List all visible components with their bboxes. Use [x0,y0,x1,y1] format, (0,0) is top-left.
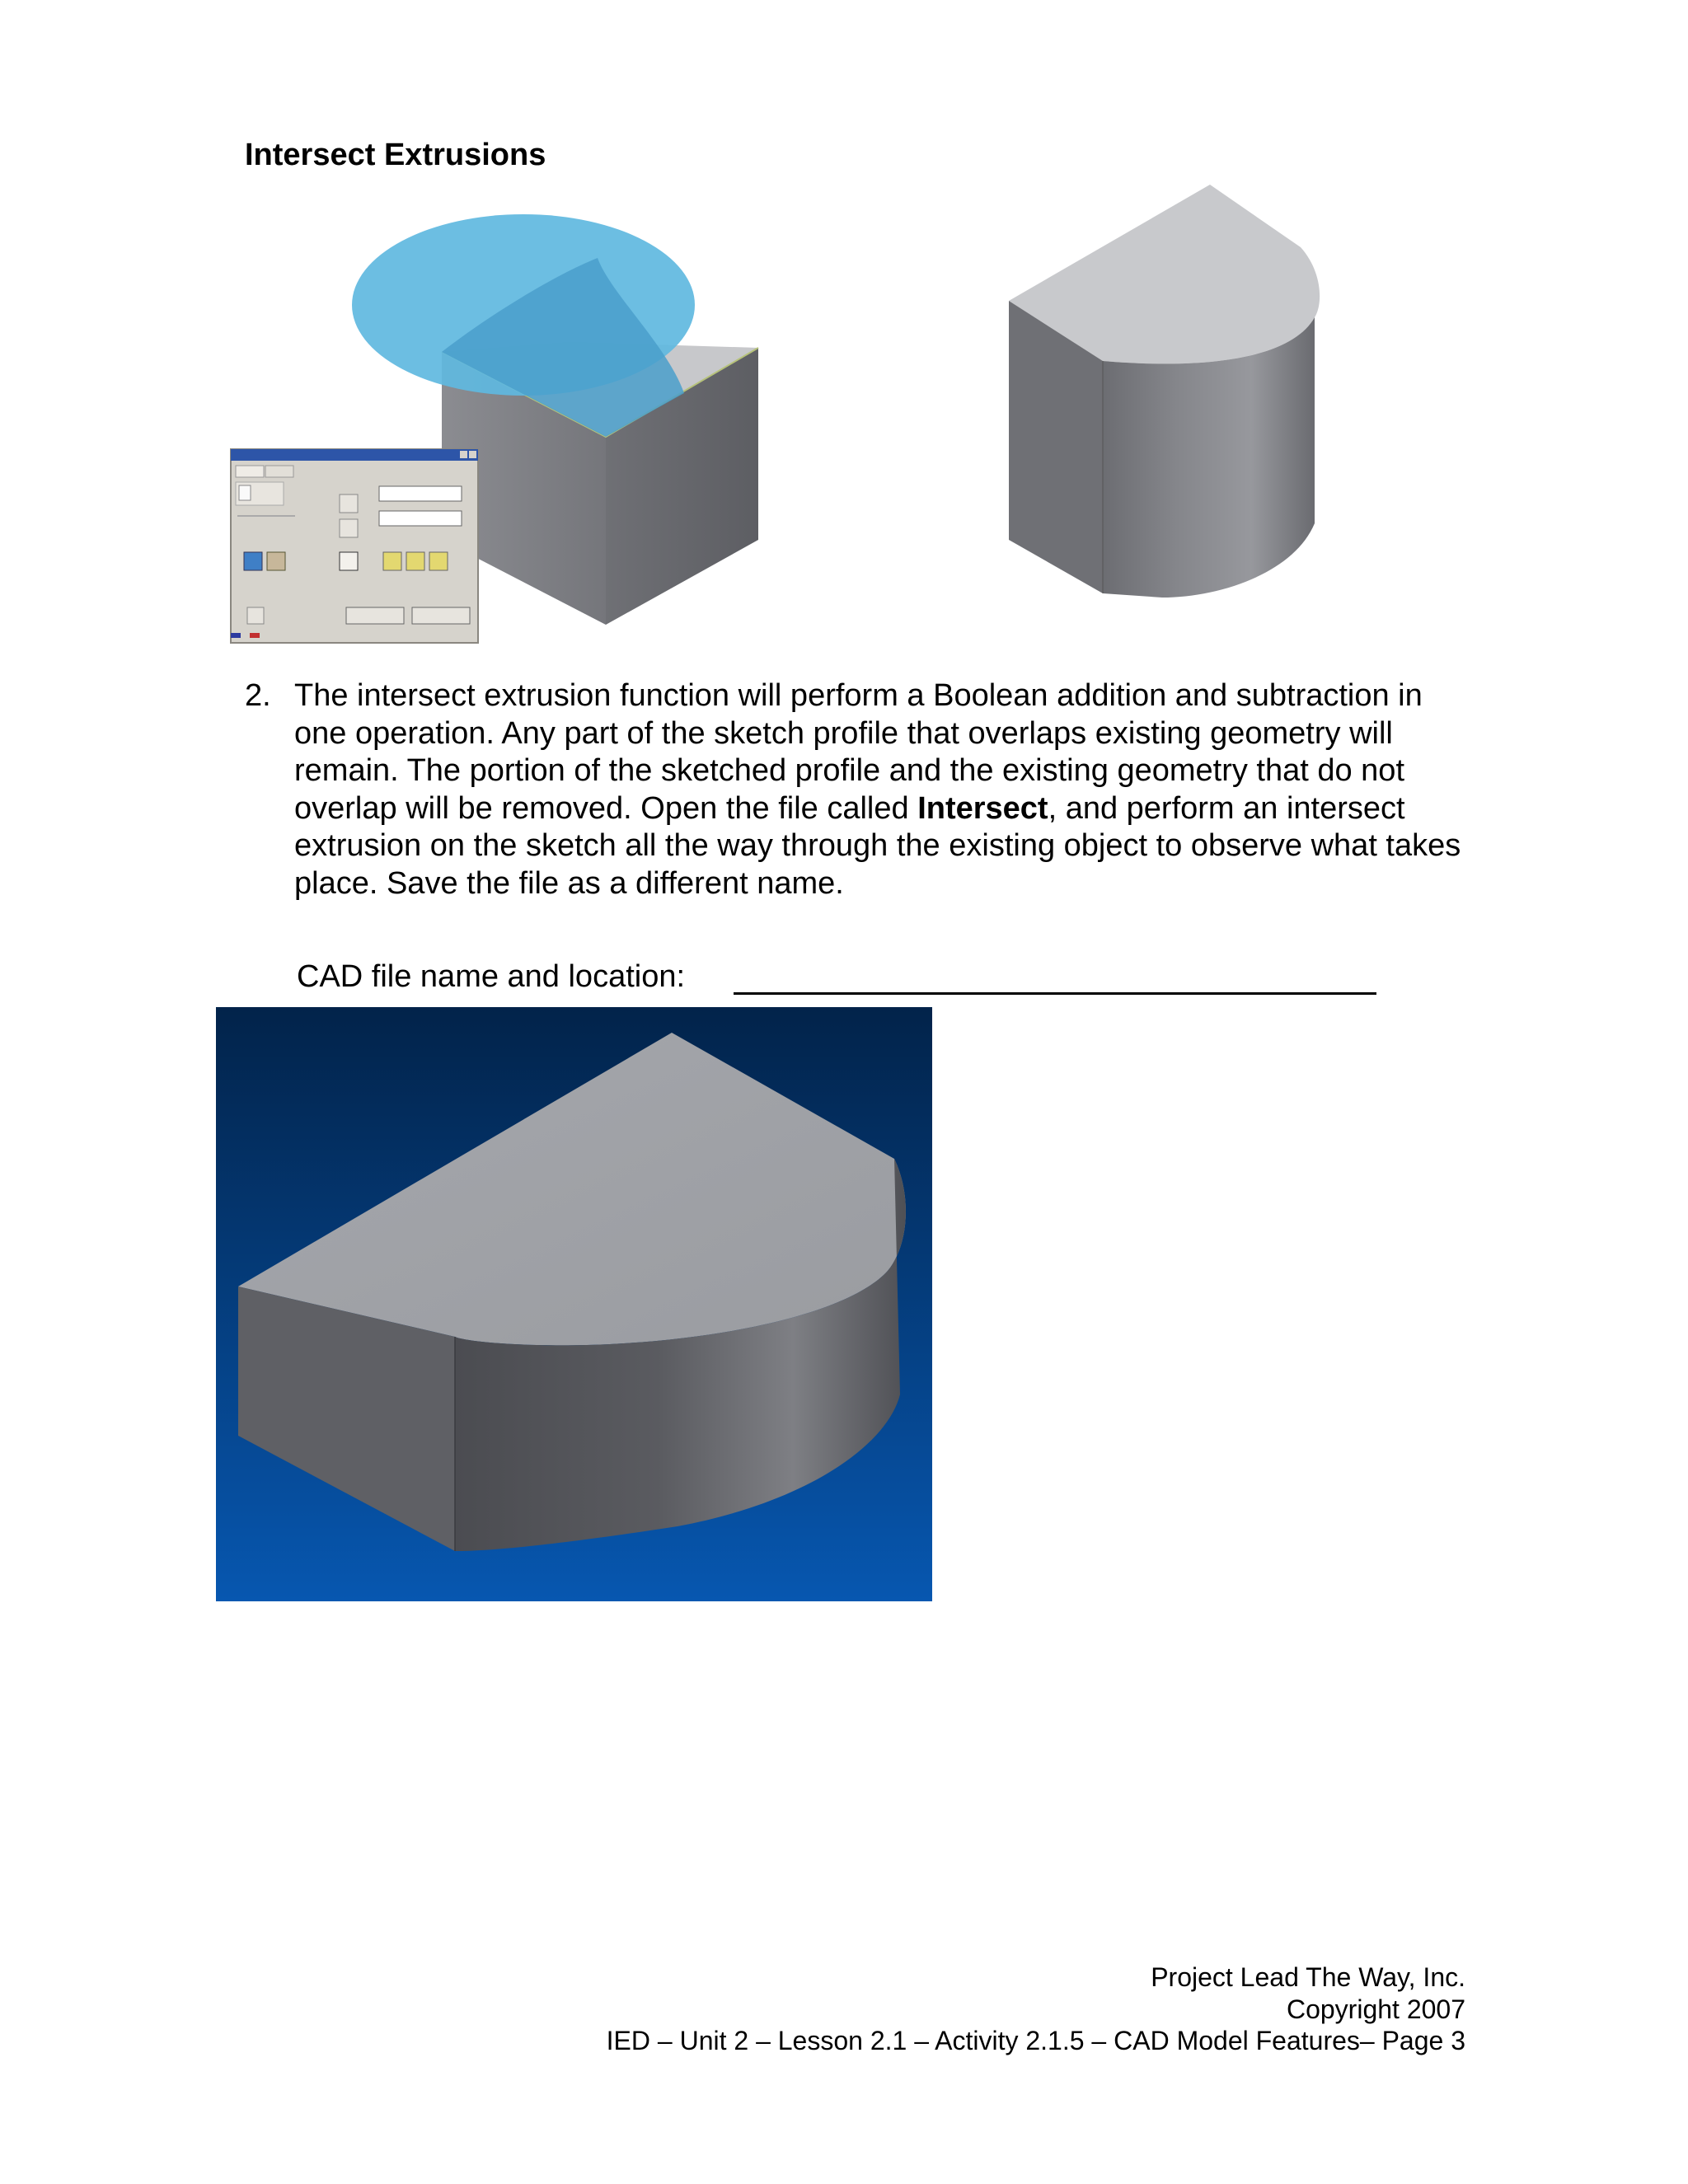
extrude-dialog [231,449,478,643]
cad-file-answer-line[interactable] [734,992,1376,995]
step-2-paragraph [245,677,1481,902]
footer-course-info: IED – Unit 2 – Lesson 2.1 – Activity 2.1.5 – CAD Model Features– Page 3 [606,2026,1465,2055]
sketch-over-cube-illustration [223,177,783,647]
figure-sketch-over-cube [223,177,783,647]
footer-copyright: Copyright 2007 [1286,1994,1465,2024]
step-2-text [294,677,1481,902]
page-footer [607,1961,1465,2057]
figure-cad-screenshot [216,1007,932,1601]
section-heading: Intersect Extrusions [245,138,546,172]
step-text-end: , and perform an intersect extrusion on the sketch all the way through the existing object to observe what takes place. Save the file as a different name. [294,790,1461,901]
step-text-start: The intersect extrusion function will perform a Boolean addition and subtraction in one operation. Any part of the sketch profile that overlaps existing geometry will remain. The portion of the sketched profile and the existing geometry that do not overlap will be removed. Open the file called [294,678,1423,826]
file-name-bold: Intersect [917,790,1048,826]
cad-viewport-illustration [216,1007,932,1601]
figure-intersect-result [997,181,1343,610]
step-number: 2. [245,678,271,713]
cad-file-prompt: CAD file name and location: [297,959,686,994]
footer-organization: Project Lead The Way, Inc. [1151,1962,1465,1992]
intersect-result-illustration [997,181,1343,610]
